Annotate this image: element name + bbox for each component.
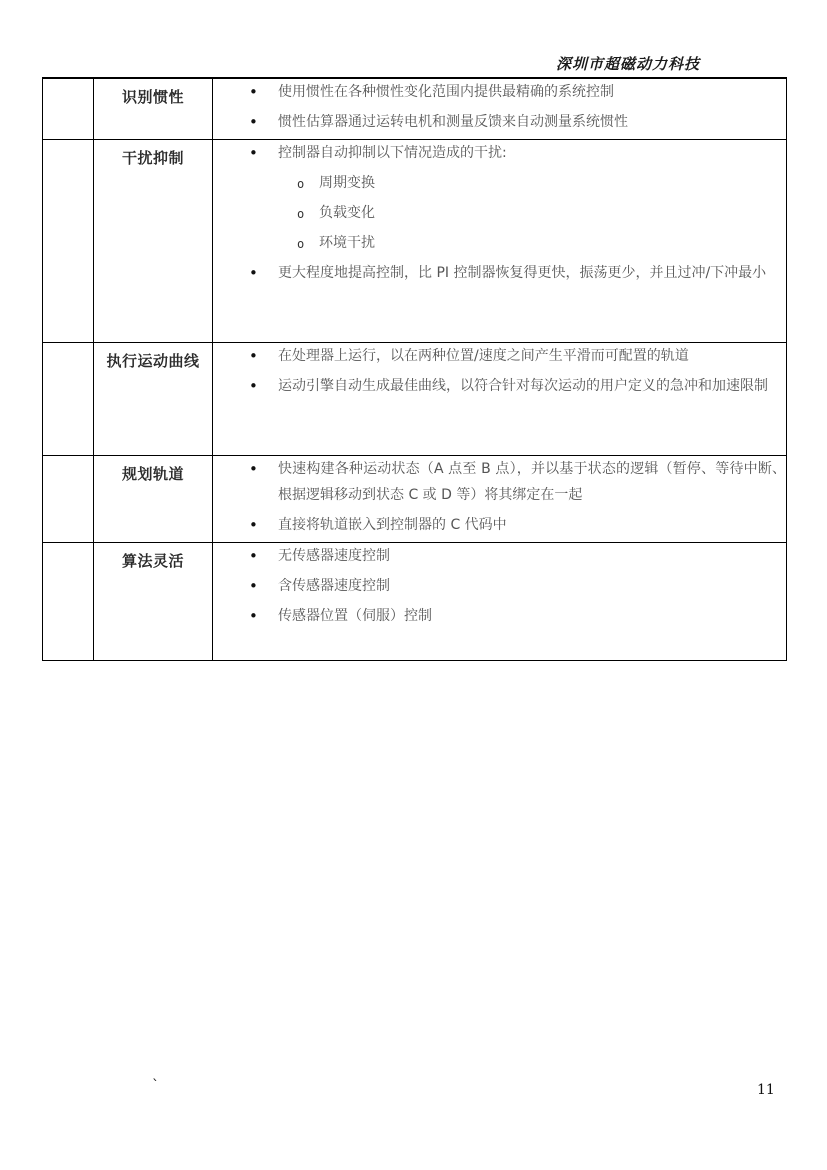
bullet-text: 在处理器上运行，以在两种位置/速度之间产生平滑而可配置的轨道 xyxy=(278,348,689,364)
bullet-text: 直接将轨道嵌入到控制器的 C 代码中 xyxy=(278,517,507,533)
bullet-item xyxy=(213,79,786,105)
bullet-text: 传感器位置（伺服）控制 xyxy=(278,608,432,624)
row-label-cell xyxy=(94,140,213,343)
row-content-cell xyxy=(213,456,787,543)
circle-bullet-icon: o xyxy=(297,177,305,191)
table-row xyxy=(43,343,787,456)
bullet-icon: • xyxy=(249,460,258,478)
bullet-item xyxy=(213,109,786,135)
bullet-icon: • xyxy=(249,607,258,625)
row-spacer-cell xyxy=(43,140,94,343)
bullet-icon: • xyxy=(249,83,258,101)
sub-bullet-item xyxy=(213,230,786,256)
table-row xyxy=(43,78,787,140)
row-label: 执行运动曲线 xyxy=(106,352,200,370)
row-label-cell xyxy=(94,543,213,661)
bullet-text: 无传感器速度控制 xyxy=(278,548,390,564)
circle-bullet-icon: o xyxy=(297,207,305,221)
row-label: 规划轨道 xyxy=(121,465,184,483)
row-spacer-cell xyxy=(43,456,94,543)
row-label-cell xyxy=(94,456,213,543)
row-spacer-cell xyxy=(43,78,94,140)
table-row xyxy=(43,140,787,343)
row-content-cell xyxy=(213,140,787,343)
bullet-item xyxy=(213,603,786,629)
bullet-item xyxy=(213,373,786,399)
bullet-icon: • xyxy=(249,347,258,365)
bullet-text: 环境干扰 xyxy=(319,235,375,251)
bullet-text: 运动引擎自动生成最佳曲线，以符合针对每次运动的用户定义的急冲和加速限制 xyxy=(278,378,768,394)
bullet-icon: • xyxy=(249,577,258,595)
bullet-text: 惯性估算器通过运转电机和测量反馈来自动测量系统惯性 xyxy=(278,114,628,130)
bullet-item xyxy=(213,260,786,286)
bullet-icon: • xyxy=(249,516,258,534)
bullet-item xyxy=(213,573,786,599)
row-content-cell xyxy=(213,343,787,456)
bullet-text: 负载变化 xyxy=(319,205,375,221)
header-company-name: 深圳市超磁动力科技 xyxy=(555,55,700,73)
bullet-text: 含传感器速度控制 xyxy=(278,578,390,594)
bullet-item xyxy=(213,543,786,569)
table-row xyxy=(43,543,787,661)
bullet-item xyxy=(213,456,786,508)
row-spacer-cell xyxy=(43,543,94,661)
bullet-text: 更大程度地提高控制，比 PI 控制器恢复得更快，振荡更少，并且过冲/下冲最小 xyxy=(278,265,767,281)
circle-bullet-icon: o xyxy=(297,237,305,251)
row-spacer-cell xyxy=(43,343,94,456)
bullet-icon: • xyxy=(249,547,258,565)
row-content-cell xyxy=(213,543,787,661)
row-label: 算法灵活 xyxy=(121,552,184,570)
bullet-icon: • xyxy=(249,113,258,131)
bullet-item xyxy=(213,140,786,166)
bullet-item xyxy=(213,512,786,538)
bullet-icon: • xyxy=(249,144,258,162)
footer-stray-mark: ` xyxy=(152,1078,159,1094)
row-label-cell xyxy=(94,343,213,456)
row-label: 识别惯性 xyxy=(121,88,184,106)
bullet-icon: • xyxy=(249,377,258,395)
bullet-text: 使用惯性在各种惯性变化范围内提供最精确的系统控制 xyxy=(278,84,614,100)
feature-table xyxy=(42,77,787,661)
bullet-icon: • xyxy=(249,264,258,282)
bullet-item xyxy=(213,343,786,369)
bullet-text: 周期变换 xyxy=(319,175,375,191)
sub-bullet-item xyxy=(213,200,786,226)
row-content-cell xyxy=(213,78,787,140)
table-row xyxy=(43,456,787,543)
row-label-cell xyxy=(94,78,213,140)
bullet-text: 控制器自动抑制以下情况造成的干扰: xyxy=(278,145,507,161)
bullet-text: 快速构建各种运动状态（A 点至 B 点），并以基于状态的逻辑（暂停、等待中断、根据逻辑移动到状态 C 或 D 等）将其绑定在一起 xyxy=(278,461,786,503)
row-label: 干扰抑制 xyxy=(121,149,184,167)
page-number: 11 xyxy=(757,1082,775,1098)
sub-bullet-item xyxy=(213,170,786,196)
